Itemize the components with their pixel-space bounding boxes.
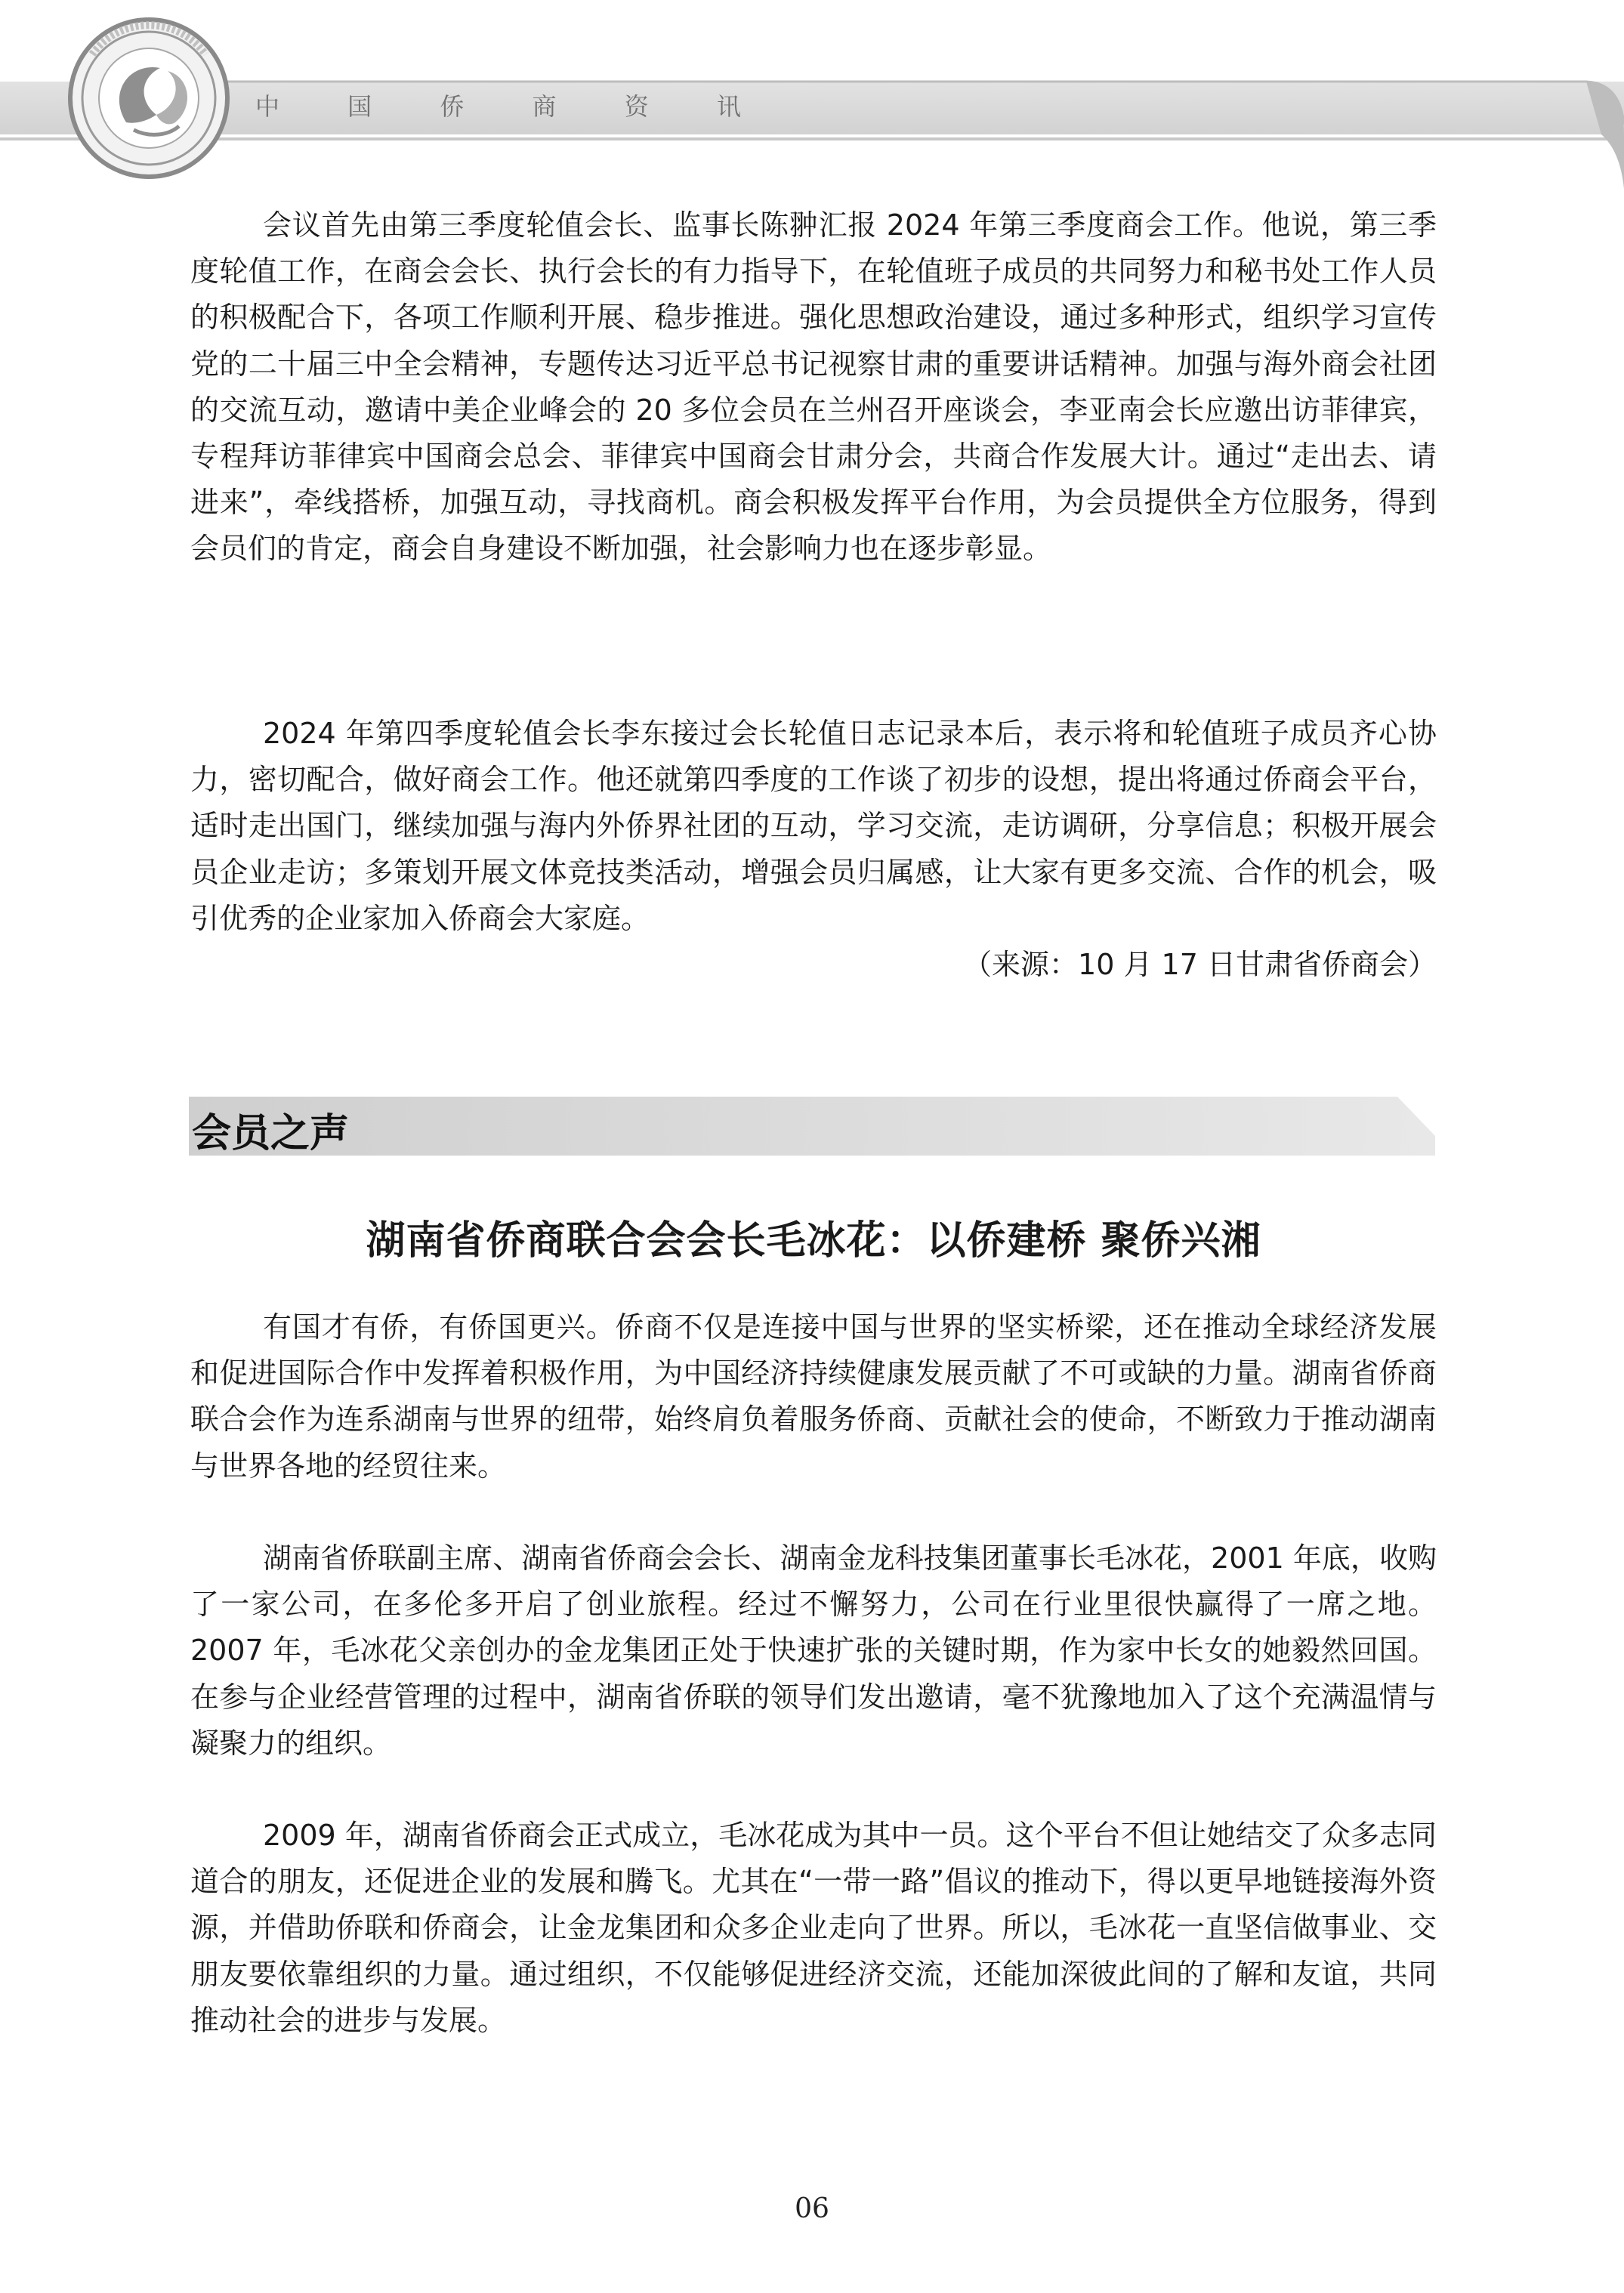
- source-note-row: [190, 942, 1437, 988]
- article-paragraph: 有国才有侨，有侨国更兴。侨商不仅是连接中国与世界的坚实桥梁，还在推动全球经济发展和促进国际合作中发挥着积极作用，为中国经济持续健康发展贡献了不可或缺的力量。湖南省侨商联合会作为连系湖南与世界的纽带，始终肩负着服务侨商、贡献社会的使命，不断致力于推动湖南与世界各地的经贸往来。: [190, 1310, 1437, 1483]
- logo-text: [0, 0, 1, 1]
- page-header: [0, 0, 1624, 204]
- article-paragraph: 湖南省侨联副主席、湖南省侨商会会长、湖南金龙科技集团董事长毛冰花，2001 年底，收购了一家公司，在多伦多开启了创业旅程。经过不懈努力，公司在行业里很快赢得了一席之地。2007 年，毛冰花父亲创办的金龙集团正处于快速扩张的关键时期，作为家中长女的她毅然回国。在参与企业经营管理的过程中，湖南省侨联的领导们发出邀请，毫不犹豫地加入了这个充满温情与凝聚力的组织。: [190, 1542, 1437, 1760]
- article-paragraph: 2009 年，湖南省侨商会正式成立，毛冰花成为其中一员。这个平台不但让她结交了众多志同道合的朋友，还促进企业的发展和腾飞。尤其在“一带一路”倡议的推动下，得以更早地链接海外资源，并借助侨联和侨商会，让金龙集团和众多企业走向了世界。所以，毛冰花一直坚信做事业、交朋友要依靠组织的力量。通过组织，不仅能够促进经济交流，还能加深彼此间的了解和友谊，共同推动社会的进步与发展。: [190, 1819, 1437, 2037]
- publication-title: 中 国 侨 商 资 讯: [255, 92, 771, 121]
- article-title: 湖南省侨商联合会会长毛冰花：以侨建桥 聚侨兴湘: [366, 1218, 1261, 1264]
- page-number: 06: [795, 2193, 829, 2224]
- source-note: （来源：10 月 17 日甘肃省侨商会）: [963, 948, 1437, 981]
- section-banner-background: [189, 1097, 1435, 1156]
- paragraph-fourth-quarter: [190, 711, 1437, 942]
- logo-emblem-icon: [62, 9, 236, 183]
- section-title: 会员之声: [192, 1110, 350, 1156]
- section-banner: [189, 1097, 1435, 1156]
- paragraph-fourth-quarter-text: 2024 年第四季度轮值会长李东接过会长轮值日志记录本后，表示将和轮值班子成员齐心协力，密切配合，做好商会工作。他还就第四季度的工作谈了初步的设想，提出将通过侨商会平台，适时走出国门，继续加强与海内外侨界社团的互动，学习交流，走访调研，分享信息；积极开展会员企业走访；多策划开展文体竞技类活动，增强会员归属感，让大家有更多交流、合作的机会，吸引优秀的企业家加入侨商会大家庭。: [190, 717, 1437, 935]
- paragraph-meeting-report: 会议首先由第三季度轮值会长、监事长陈翀汇报 2024 年第三季度商会工作。他说，第三季度轮值工作，在商会会长、执行会长的有力指导下，在轮值班子成员的共同努力和秘书处工作人员的积极配合下，各项工作顺利开展、稳步推进。强化思想政治建设，通过多种形式，组织学习宣传党的二十届三中全会精神，专题传达习近平总书记视察甘肃的重要讲话精神。加强与海外商会社团的交流互动，邀请中美企业峰会的 20 多位会员在兰州召开座谈会，李亚南会长应邀出访菲律宾，专程拜访菲律宾中国商会总会、菲律宾中国商会甘肃分会，共商合作发展大计。通过“走出去、请进来”，牵线搭桥，加强互动，寻找商机。商会积极发挥平台作用，为会员提供全方位服务，得到会员们的肯定，商会自身建设不断加强，社会影响力也在逐步彰显。: [190, 208, 1437, 566]
